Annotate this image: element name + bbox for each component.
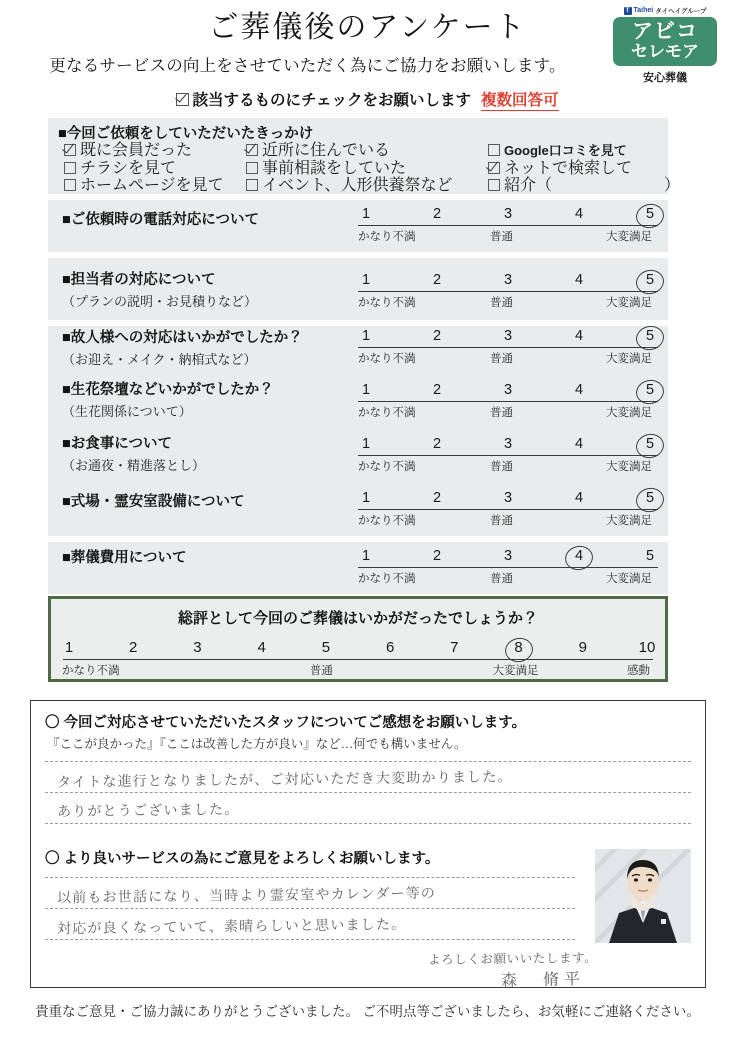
rating-number[interactable]: 5 <box>645 272 655 288</box>
overall-rating-number[interactable]: 8 <box>514 639 523 656</box>
caption-high: 大変満足 <box>606 297 652 309</box>
overall-rating-scale[interactable] <box>62 639 656 678</box>
selected-rating-circle <box>563 543 595 572</box>
caption-mid: 普通 <box>490 297 513 309</box>
rating-number[interactable]: 3 <box>503 436 513 452</box>
rating-scale[interactable] <box>358 548 658 587</box>
caption-low: かなり不満 <box>358 515 416 527</box>
question-label <box>62 546 186 567</box>
caption-high: 大変満足 <box>606 573 652 585</box>
page-subtitle: 更なるサービスの向上をさせていただく為にご協力をお願いします。 <box>49 56 566 75</box>
rating-number[interactable]: 5 <box>645 490 655 506</box>
caption-high: 大変満足 <box>606 461 652 473</box>
scale-captions <box>358 570 658 587</box>
reason-option-label: 既に会員だった <box>80 142 193 159</box>
rating-number[interactable]: 1 <box>361 548 371 564</box>
taihei-mark-icon: T <box>624 7 632 15</box>
caption-mid: 普通 <box>490 515 513 527</box>
rating-number[interactable]: 2 <box>432 436 442 452</box>
caption-high: 大変満足 <box>606 231 652 243</box>
scale-captions <box>358 350 658 367</box>
rating-number[interactable]: 5 <box>645 436 655 452</box>
scale-captions <box>358 458 658 475</box>
scale-captions <box>358 294 658 311</box>
corporate-name: Taihei <box>633 7 654 14</box>
writing-line <box>45 908 575 909</box>
rating-number[interactable]: 3 <box>503 328 513 344</box>
multi-answer-note: 複数回答可 <box>481 92 559 109</box>
scale-line <box>358 291 658 292</box>
overall-rating-number[interactable]: 6 <box>385 639 395 656</box>
handwritten-answer-2-line-2: 対応が良くなっていて、素晴らしいと思いました。 <box>56 916 407 938</box>
rating-number[interactable]: 5 <box>645 548 655 564</box>
rating-number[interactable]: 4 <box>574 436 584 452</box>
caption-low: かなり不満 <box>358 461 416 473</box>
question-subtext: （生花関係について） <box>62 404 192 419</box>
reason-option[interactable] <box>246 160 406 178</box>
reason-option-checked[interactable] <box>246 142 390 160</box>
reason-option-label: イベント、人形供養祭など <box>262 177 453 194</box>
caption-mid: 普通 <box>490 353 513 365</box>
rating-numbers <box>358 548 658 567</box>
handwritten-answer-2-line-1: 以前もお世話になり、当時より霊安室やカレンダー等の <box>56 885 437 907</box>
rating-number[interactable]: 2 <box>432 272 442 288</box>
rating-number[interactable]: 4 <box>574 206 584 222</box>
rating-number[interactable]: 3 <box>503 382 513 398</box>
writing-line <box>45 792 691 793</box>
question-subtext: （お通夜・精進落とし） <box>62 458 206 473</box>
checkbox-icon[interactable] <box>488 144 500 156</box>
checkbox-checked-icon[interactable] <box>488 162 500 174</box>
rating-number[interactable]: 3 <box>503 490 513 506</box>
checkmark-icon <box>176 93 189 106</box>
brand-tagline: 安心葬儀 <box>643 71 687 84</box>
rating-numbers <box>358 382 658 401</box>
corporate-mark <box>613 6 717 15</box>
writing-line <box>45 877 575 878</box>
overall-rating-title: 総評として今回のご葬儀はいかがだったでしょうか？ <box>177 610 538 627</box>
checkbox-checked-icon[interactable] <box>246 144 258 156</box>
caption-high: 大変満足 <box>606 407 652 419</box>
staff-signature: 森 脩平 <box>500 969 586 990</box>
question-heading: ■生花祭壇などいかがでしたか？ <box>62 382 274 398</box>
check-instruction-line <box>0 88 735 110</box>
caption-high: 大変満足 <box>606 353 652 365</box>
overall-caption-high: 大変満足 <box>492 665 539 677</box>
rating-number[interactable]: 2 <box>432 206 442 222</box>
overall-rating-number[interactable]: 9 <box>578 639 587 656</box>
scale-captions <box>358 512 658 529</box>
question-heading: ■故人様への対応はいかがでしたか？ <box>62 330 303 346</box>
overall-selected-circle <box>502 635 534 664</box>
brand-logo-box <box>613 17 717 66</box>
rating-number[interactable]: 5 <box>645 382 655 398</box>
scale-line <box>358 567 658 568</box>
scale-line <box>358 347 658 348</box>
reason-option-label: 紹介（ ） <box>504 177 681 194</box>
rating-number[interactable]: 3 <box>503 272 513 288</box>
rating-scale[interactable] <box>358 272 658 311</box>
caption-mid: 普通 <box>490 573 513 585</box>
question-label <box>62 326 303 368</box>
handwritten-answer-1-line-1: タイトな進行となりましたが、ご対応いただき大変助かりました。 <box>56 769 513 791</box>
question-heading: ■ご依頼時の電話対応について <box>62 212 259 228</box>
overall-caption-mid: 普通 <box>309 665 333 677</box>
checkbox-icon[interactable] <box>246 179 258 191</box>
rating-number[interactable]: 2 <box>432 548 442 564</box>
caption-low: かなり不満 <box>358 231 416 243</box>
overall-rating-number[interactable]: 7 <box>450 639 459 656</box>
reason-option[interactable] <box>246 177 453 195</box>
overall-rating-number[interactable]: 5 <box>321 639 331 656</box>
brand-line-1: アビコ <box>632 20 698 43</box>
overall-scale-captions <box>63 662 653 678</box>
reason-option-label: ネットで検索して <box>504 159 633 177</box>
rating-scale[interactable] <box>358 436 658 475</box>
rating-numbers <box>358 436 658 455</box>
rating-scale[interactable] <box>358 382 658 421</box>
rating-scale[interactable] <box>358 490 658 529</box>
rating-number[interactable]: 2 <box>432 382 442 398</box>
rating-number[interactable]: 3 <box>503 548 513 564</box>
question-heading: ■お食事について <box>62 436 172 452</box>
scale-line <box>358 401 658 402</box>
reason-option-label: 事前相談をしていた <box>262 159 407 177</box>
overall-caption-top: 感動 <box>627 665 650 677</box>
checkbox-icon[interactable] <box>488 179 500 191</box>
rating-number[interactable]: 1 <box>361 206 371 222</box>
reason-option-label: 近所に住んでいる <box>262 142 391 159</box>
question-label <box>62 432 205 474</box>
caption-high: 大変満足 <box>606 515 652 527</box>
question-heading: ■式場・霊安室設備について <box>62 494 245 510</box>
checkbox-icon[interactable] <box>246 162 258 174</box>
rating-number[interactable]: 4 <box>574 382 584 398</box>
comment-hint-1: 『ここが良かった』『ここは改善した方が良い』など…何でも構いません。 <box>47 737 467 751</box>
rating-numbers <box>358 490 658 509</box>
page-title: ご葬儀後のアンケート <box>208 11 527 44</box>
scale-line <box>358 455 658 456</box>
overall-rating-number[interactable]: 4 <box>257 639 266 656</box>
rating-number[interactable]: 2 <box>432 328 442 344</box>
overall-rating-number[interactable]: 10 <box>638 639 656 656</box>
corporate-group: タイヘイグループ <box>655 8 707 15</box>
footer-note: 貴重なご意見・ご協力誠にありがとうございました。 ご不明点等ございましたら、お気軽にご連絡ください。 <box>35 1004 700 1019</box>
caption-low: かなり不満 <box>358 573 416 585</box>
rating-numbers <box>358 272 658 291</box>
page-header <box>0 0 735 112</box>
rating-number[interactable]: 1 <box>361 272 371 288</box>
staff-photo <box>595 849 691 943</box>
checkbox-icon[interactable] <box>64 162 76 174</box>
staff-portrait-image <box>595 849 691 943</box>
caption-mid: 普通 <box>490 461 513 473</box>
question-label <box>62 208 259 229</box>
scale-line <box>358 225 658 226</box>
rating-number[interactable]: 1 <box>361 328 371 344</box>
caption-mid: 普通 <box>490 231 513 243</box>
rating-number[interactable]: 2 <box>432 490 442 506</box>
rating-number[interactable]: 4 <box>574 548 584 564</box>
question-subtext: （お迎え・メイク・納棺式など） <box>62 352 257 367</box>
overall-rating-numbers <box>63 639 656 659</box>
question-heading: ■葬儀費用について <box>62 550 187 566</box>
checkbox-checked-icon[interactable] <box>64 144 76 156</box>
rating-number[interactable]: 5 <box>645 328 655 344</box>
caption-mid: 普通 <box>490 407 513 419</box>
overall-rating-number[interactable]: 2 <box>129 639 138 656</box>
comment-question-1: 〇 今回ご対応させていただいたスタッフについてご感想をお願いします。 <box>45 715 527 731</box>
scale-line <box>358 509 658 510</box>
rating-number[interactable]: 1 <box>361 382 371 398</box>
reason-option-label: ホームページを見て <box>80 177 224 194</box>
rating-number[interactable]: 1 <box>361 490 371 506</box>
rating-number[interactable]: 5 <box>645 206 655 222</box>
question-heading: ■担当者の対応について <box>62 272 216 288</box>
reasons-heading: ■今回ご依頼をしていただいたきっかけ <box>58 126 314 142</box>
scale-captions <box>358 404 658 421</box>
rating-number[interactable]: 4 <box>574 328 584 344</box>
caption-low: かなり不満 <box>358 407 416 419</box>
question-label <box>62 268 257 310</box>
comment-question-2: 〇 より良いサービスの為にご意見をよろしくお願いします。 <box>45 851 440 867</box>
rating-number[interactable]: 4 <box>574 272 584 288</box>
question-label <box>62 378 274 420</box>
rating-number[interactable]: 4 <box>574 490 584 506</box>
handwritten-answer-1-line-2: ありがとうございました。 <box>56 801 240 821</box>
reason-option-label: チラシを見て <box>80 159 177 177</box>
overall-scale-line <box>63 659 653 660</box>
overall-rating-number[interactable]: 3 <box>193 639 202 656</box>
scale-captions <box>358 228 658 245</box>
checkbox-icon[interactable] <box>64 179 76 191</box>
reason-option-checked[interactable] <box>488 160 632 178</box>
rating-number[interactable]: 3 <box>503 206 513 222</box>
reason-option[interactable] <box>488 177 680 195</box>
writing-line <box>45 761 691 762</box>
overall-rating-box <box>48 596 668 682</box>
rating-numbers <box>358 328 658 347</box>
rating-number[interactable]: 1 <box>361 436 371 452</box>
question-subtext: （プランの説明・お見積りなど） <box>62 294 258 309</box>
writing-line <box>45 939 575 940</box>
question-label <box>62 490 244 511</box>
staff-note: よろしくお願いいたします。 <box>427 949 598 968</box>
brand-logo <box>613 6 717 85</box>
comments-box <box>30 700 706 988</box>
caption-low: かなり不満 <box>358 297 416 309</box>
overall-caption-low: かなり不満 <box>62 665 120 677</box>
rating-numbers <box>358 206 658 225</box>
brand-line-2: セレモア <box>631 42 699 62</box>
check-instruction-text: 該当するものにチェックをお願いします <box>192 92 472 109</box>
caption-low: かなり不満 <box>358 353 416 365</box>
reason-option-label: Google口コミを見て <box>504 143 627 158</box>
overall-rating-number[interactable]: 1 <box>64 639 74 656</box>
reason-option-checked[interactable] <box>64 142 192 160</box>
rating-scale[interactable] <box>358 328 658 367</box>
reason-option[interactable] <box>64 160 176 178</box>
reason-option[interactable] <box>488 142 627 160</box>
rating-scale[interactable] <box>358 206 658 245</box>
writing-line <box>45 823 691 824</box>
reason-option[interactable] <box>64 177 224 195</box>
